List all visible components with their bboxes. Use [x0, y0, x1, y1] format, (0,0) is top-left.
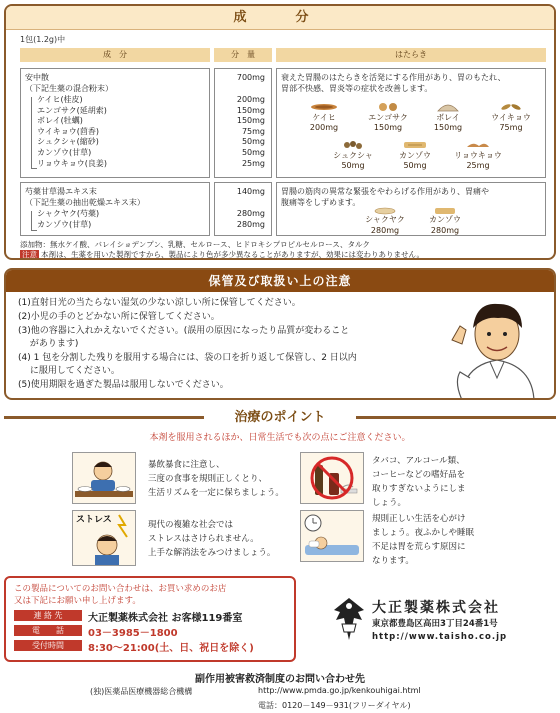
header-component: 成 分: [20, 48, 210, 62]
ingredient-amount: 150mg: [236, 116, 265, 126]
contact-label: 受付時間: [14, 640, 82, 651]
eagle-logo-icon: [330, 594, 368, 644]
group1-action-line: 衰えた胃腸のはたらきを活発にする作用があり、胃のもたれ、: [281, 73, 506, 82]
root-slice-icon: [373, 207, 397, 215]
divider-left: [4, 416, 204, 419]
no-smoking-drinking-icon: [301, 453, 363, 503]
ingredients-title: 成 分: [6, 6, 554, 30]
storage-line: (2)小児の手のとどかない所に保管してください。: [18, 312, 220, 322]
additive-text: 添加物：無水ケイ酸、バレイショデンプン、乳糖、セルロース、ヒドロキシプロピルセルロース、タルク: [20, 240, 370, 249]
divider-right: [356, 416, 556, 419]
ingredient-name: ウイキョウ(茴香): [37, 126, 100, 136]
herb-ryokyo: [447, 139, 509, 171]
herb-shakuyaku: [357, 207, 413, 225]
tip-luxury-image: [300, 452, 364, 504]
contact-label: 電 話: [14, 625, 82, 636]
group2-total: 140mg: [236, 187, 265, 196]
ingredient-name: シャクヤク(芍薬): [37, 209, 100, 218]
company-url[interactable]: http://www.taisho.co.jp: [372, 632, 508, 642]
footer-title: 副作用被害救済制度のお問い合わせ先: [195, 674, 365, 685]
group1-action-line: 胃部不快感、胃炎等の症状を改善します。: [281, 84, 433, 93]
group1-amounts: [237, 95, 265, 169]
herb-name: リョウキョウ: [454, 151, 502, 160]
ingredient-name: カンゾウ(甘草): [37, 147, 92, 157]
tip-line: 三度の食事を規則正しくとり、: [148, 474, 268, 484]
note-text: 本剤は、生薬を用いた製剤ですから、製品により色が多少異なることがありますが、効果には変わりありません。: [41, 250, 424, 259]
group2-component-cell: [20, 182, 210, 236]
company-name: 大正製薬株式会社: [372, 600, 500, 616]
contact-value: 大正製薬株式会社 お客様119番室: [88, 613, 243, 624]
stress-label: ストレス: [76, 515, 112, 525]
herb-kanzou: [389, 139, 441, 171]
ingredient-amount: 50mg: [241, 137, 265, 147]
group2-note: （下記生薬の抽出乾燥エキス末）: [25, 198, 145, 207]
herb-amount: 150mg: [373, 123, 403, 132]
ginger-icon: [463, 139, 493, 151]
herb-amount: 50mg: [341, 161, 365, 170]
tip-line: なります。: [372, 556, 414, 566]
contact-intro: この製品についてのお問い合わせは、お買い求めのお店: [14, 584, 227, 594]
group1-note: （下記生薬の混合粉末）: [25, 84, 113, 93]
herb-uikyo: [483, 101, 539, 133]
herb-name: エンゴサク: [368, 113, 408, 122]
herb-engosaku: [363, 101, 413, 133]
group2-items: [37, 209, 99, 230]
ingredient-name: カンゾウ(甘草): [37, 219, 92, 229]
tuber-icon: [373, 101, 403, 113]
tip-line: 現代の複雑な社会では: [148, 520, 234, 530]
root-slice-icon: [400, 139, 430, 151]
tip-line: 規則正しい生活を心がけ: [372, 514, 466, 524]
group1-items: [37, 95, 107, 169]
tip-text: [372, 454, 466, 510]
storage-line: (4) 1 包を分割した残りを服用する場合には、袋の口を折り返して保管し、2 日以内: [18, 353, 357, 363]
footer-url[interactable]: http://www.pmda.go.jp/kenkouhigai.html: [258, 686, 421, 695]
tip-line: 上手な解消法をみつけましょう。: [148, 548, 276, 558]
footer-org: (独)医薬品医療機器総合機構: [90, 687, 193, 696]
tip-text: [372, 512, 474, 568]
dose-label: 1包(1.2g)中: [20, 35, 66, 44]
ingredient-name: ケイヒ(桂皮): [37, 95, 83, 104]
treatment-title: 治療のポイント: [234, 410, 326, 425]
herb-amount: 50mg: [403, 161, 427, 170]
group1-component-cell: [20, 68, 210, 178]
tip-line: ましょう。夜ふかしや睡眠: [372, 528, 475, 538]
ingredient-amount: 150mg: [236, 105, 265, 115]
tip-line: コーヒーなどの嗜好品を: [372, 470, 466, 480]
storage-line: (1)直射日光の当たらない湿気の少ない涼しい所に保管してください。: [18, 298, 301, 308]
tip-line: タバコ、アルコール類、: [372, 456, 465, 466]
group2-action-cell: [276, 182, 546, 236]
ingredients-panel: [4, 4, 556, 260]
seed-cluster-icon: [338, 139, 368, 151]
herb-kanzou-2: [417, 207, 473, 225]
tip-sleep-image: [300, 510, 364, 562]
contact-label: 連 絡 先: [14, 610, 82, 621]
herb-amount: 150mg: [433, 123, 463, 132]
tip-line: しょう。: [372, 498, 407, 508]
tip-text: [148, 458, 284, 500]
storage-panel: [4, 268, 556, 400]
herb-amount: 75mg: [499, 123, 523, 132]
herb-keihi: [299, 101, 349, 133]
storage-line: に服用してください。: [18, 366, 120, 376]
herb-name: カンゾウ: [399, 151, 431, 160]
group1-name: 安中散: [25, 73, 49, 82]
herb-name: ウイキョウ: [491, 113, 531, 122]
contact-box: [4, 576, 296, 662]
storage-title: 保管及び取扱い上の注意: [6, 270, 554, 292]
header-amount: 分 量: [214, 48, 272, 62]
ingredient-amount: 75mg: [241, 126, 265, 136]
herb-name: カンゾウ: [429, 215, 461, 224]
herb-borei: [423, 101, 473, 133]
herb-name: シャクヤク: [365, 215, 405, 224]
herb-shakuyaku-amount: 280mg: [370, 226, 400, 235]
seed-icon: [496, 101, 526, 113]
herb-name: ボレイ: [436, 113, 460, 122]
group1-total: 700mg: [236, 73, 265, 82]
herb-kanzou-2-amount: 280mg: [430, 226, 460, 235]
treatment-subtitle: 本剤を服用されるほか、日常生活でも次の点にご注意ください。: [149, 433, 411, 443]
eating-man-icon: [73, 453, 135, 503]
ingredients-note: [20, 249, 424, 260]
group2-name: 芍薬甘草湯エキス末: [25, 187, 97, 196]
ingredient-name: ボレイ(牡蠣): [37, 116, 83, 126]
ingredient-name: シュクシャ(縮砂): [37, 137, 99, 147]
company-address: 東京都豊島区高田3丁目24番1号: [372, 619, 498, 629]
group1-action-cell: [276, 68, 546, 178]
sleeping-man-icon: [301, 511, 363, 561]
cinnamon-icon: [309, 101, 339, 113]
tip-line: 生活リズムを一定に保ちましょう。: [148, 488, 284, 498]
contact-intro: 又は下記にお願い申し上げます。: [14, 596, 141, 606]
tip-line: 暴飲暴食に注意し、: [148, 460, 225, 470]
tip-meal-image: [72, 452, 136, 504]
group2-amounts: [237, 209, 265, 230]
group2-action-line: 胃腸の筋肉の異常な緊張をやわらげる作用があり、胃痛や: [281, 187, 489, 196]
shell-icon: [433, 101, 463, 113]
contact-hours: 8:30～21:00(土、日、祝日を除く): [88, 643, 254, 654]
group1-amount-cell: [214, 68, 272, 178]
note-tag: 注意: [22, 250, 37, 259]
ingredient-amount: 50mg: [241, 147, 265, 157]
ingredient-amount: 280mg: [236, 219, 265, 229]
storage-line: (3)他の容器に入れかえないでください。(誤用の原因になったり品質が変わること: [18, 326, 350, 336]
ingredient-amount: 25mg: [241, 158, 265, 168]
header-action: はたらき: [276, 48, 546, 62]
ingredient-amount: 200mg: [236, 95, 265, 104]
tip-line: 取りすぎないようにしま: [372, 484, 466, 494]
group2-amount-cell: [214, 182, 272, 236]
herb-amount: 200mg: [309, 123, 339, 132]
herb-name: シュクシャ: [333, 151, 373, 160]
tip-line: 不足は胃を荒らす原因に: [372, 542, 466, 552]
root-slice-icon: [433, 207, 457, 215]
group2-action-line: 腹痛等をしずめます。: [281, 198, 361, 207]
storage-line: があります): [18, 339, 79, 349]
footer-tel: 電話：0120－149－931(フリーダイヤル): [258, 701, 411, 710]
herb-shukusha: [327, 139, 379, 171]
ingredient-name: エンゴサク(延胡索): [37, 105, 107, 115]
tip-text: [148, 518, 275, 560]
ingredient-amount: 280mg: [236, 209, 265, 218]
herb-amount: 25mg: [466, 161, 490, 170]
tip-line: ストレスはさけられません。: [148, 534, 259, 544]
pharmacist-illustration: [442, 294, 552, 400]
storage-line: (5)使用期限を過ぎた製品は服用しないでください。: [18, 380, 229, 390]
phone-link[interactable]: 03－3985－1800: [88, 628, 178, 639]
ingredient-name: リョウキョウ(良姜): [37, 158, 108, 168]
herb-name: ケイヒ: [312, 113, 336, 122]
